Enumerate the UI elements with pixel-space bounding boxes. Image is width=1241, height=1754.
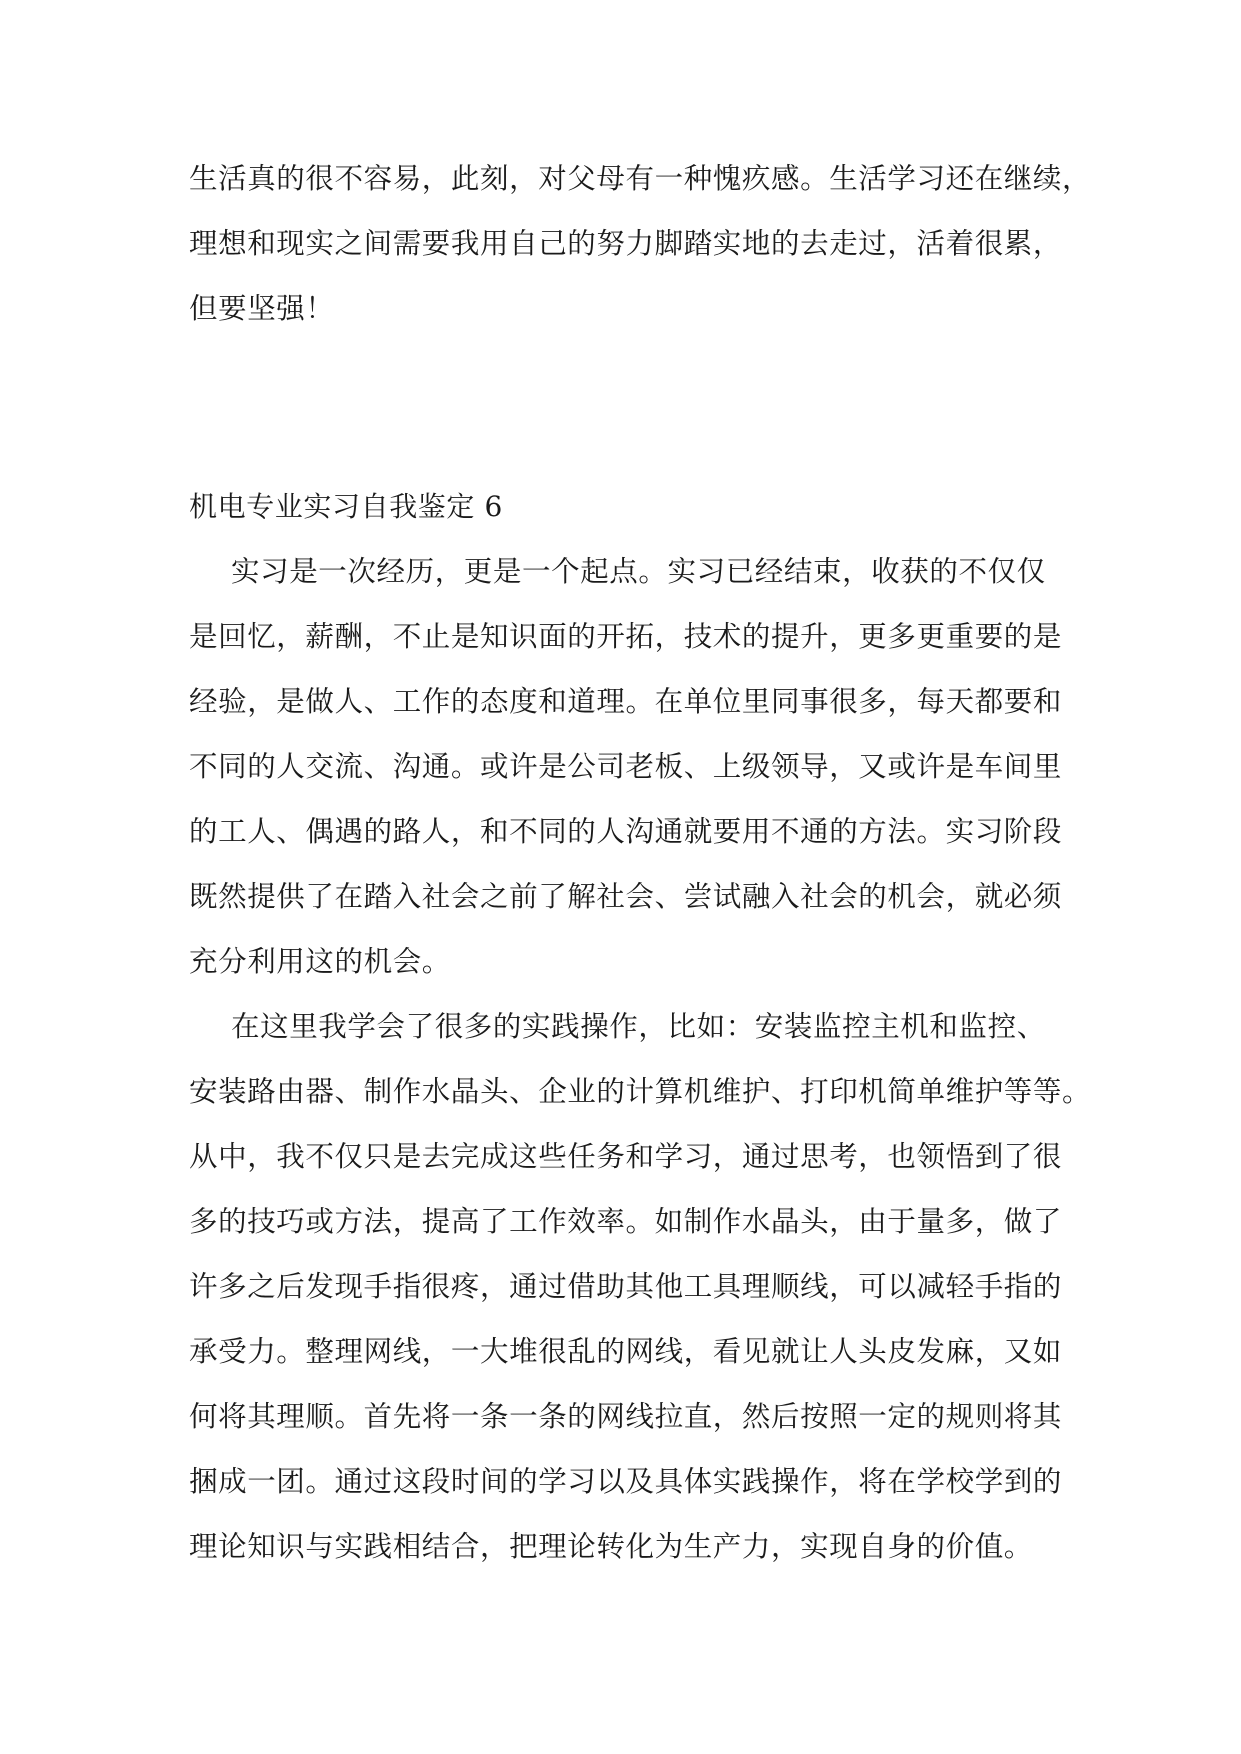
text-line: 承受力。整理网线，一大堆很乱的网线，看见就让人头皮发麻，又如 xyxy=(189,1335,1063,1368)
text-line: 生活真的很不容易，此刻，对父母有一种愧疚感。生活学习还在继续， xyxy=(189,162,1092,195)
section-title: 机电专业实习自我鉴定 6 xyxy=(189,490,503,523)
paragraph-2 xyxy=(189,994,1092,1579)
text-line: 是回忆，薪酬，不止是知识面的开拓，技术的提升，更多更重要的是 xyxy=(189,620,1063,653)
text-line: 既然提供了在踏入社会之前了解社会、尝试融入社会的机会，就必须 xyxy=(189,880,1063,913)
section-self-appraisal-6 xyxy=(189,474,1092,1579)
text-line: 但要坚强！ xyxy=(189,292,335,325)
text-line: 的工人、偶遇的路人，和不同的人沟通就要用不通的方法。实习阶段 xyxy=(189,815,1063,848)
text-line: 实习是一次经历，更是一个起点。实习已经结束，收获的不仅仅 xyxy=(231,555,1046,588)
continuation-paragraph xyxy=(189,146,1092,341)
text-line: 许多之后发现手指很疼，通过借助其他工具理顺线，可以减轻手指的 xyxy=(189,1270,1063,1303)
text-line: 经验，是做人、工作的态度和道理。在单位里同事很多，每天都要和 xyxy=(189,685,1063,718)
text-line: 何将其理顺。首先将一条一条的网线拉直，然后按照一定的规则将其 xyxy=(189,1400,1063,1433)
paragraph-1 xyxy=(189,539,1063,994)
text-line: 理想和现实之间需要我用自己的努力脚踏实地的去走过，活着很累， xyxy=(189,227,1063,260)
text-line: 捆成一团。通过这段时间的学习以及具体实践操作，将在学校学到的 xyxy=(189,1465,1063,1498)
text-line: 理论知识与实践相结合，把理论转化为生产力，实现自身的价值。 xyxy=(189,1530,1033,1563)
text-line: 从中，我不仅只是去完成这些任务和学习，通过思考，也领悟到了很 xyxy=(189,1140,1063,1173)
text-line: 安装路由器、制作水晶头、企业的计算机维护、打印机简单维护等等。 xyxy=(189,1075,1092,1108)
text-line: 不同的人交流、沟通。或许是公司老板、上级领导，又或许是车间里 xyxy=(189,750,1063,783)
text-line: 充分利用这的机会。 xyxy=(189,945,451,978)
text-line: 在这里我学会了很多的实践操作，比如：安装监控主机和监控、 xyxy=(231,1010,1046,1043)
text-line: 多的技巧或方法，提高了工作效率。如制作水晶头，由于量多，做了 xyxy=(189,1205,1063,1238)
